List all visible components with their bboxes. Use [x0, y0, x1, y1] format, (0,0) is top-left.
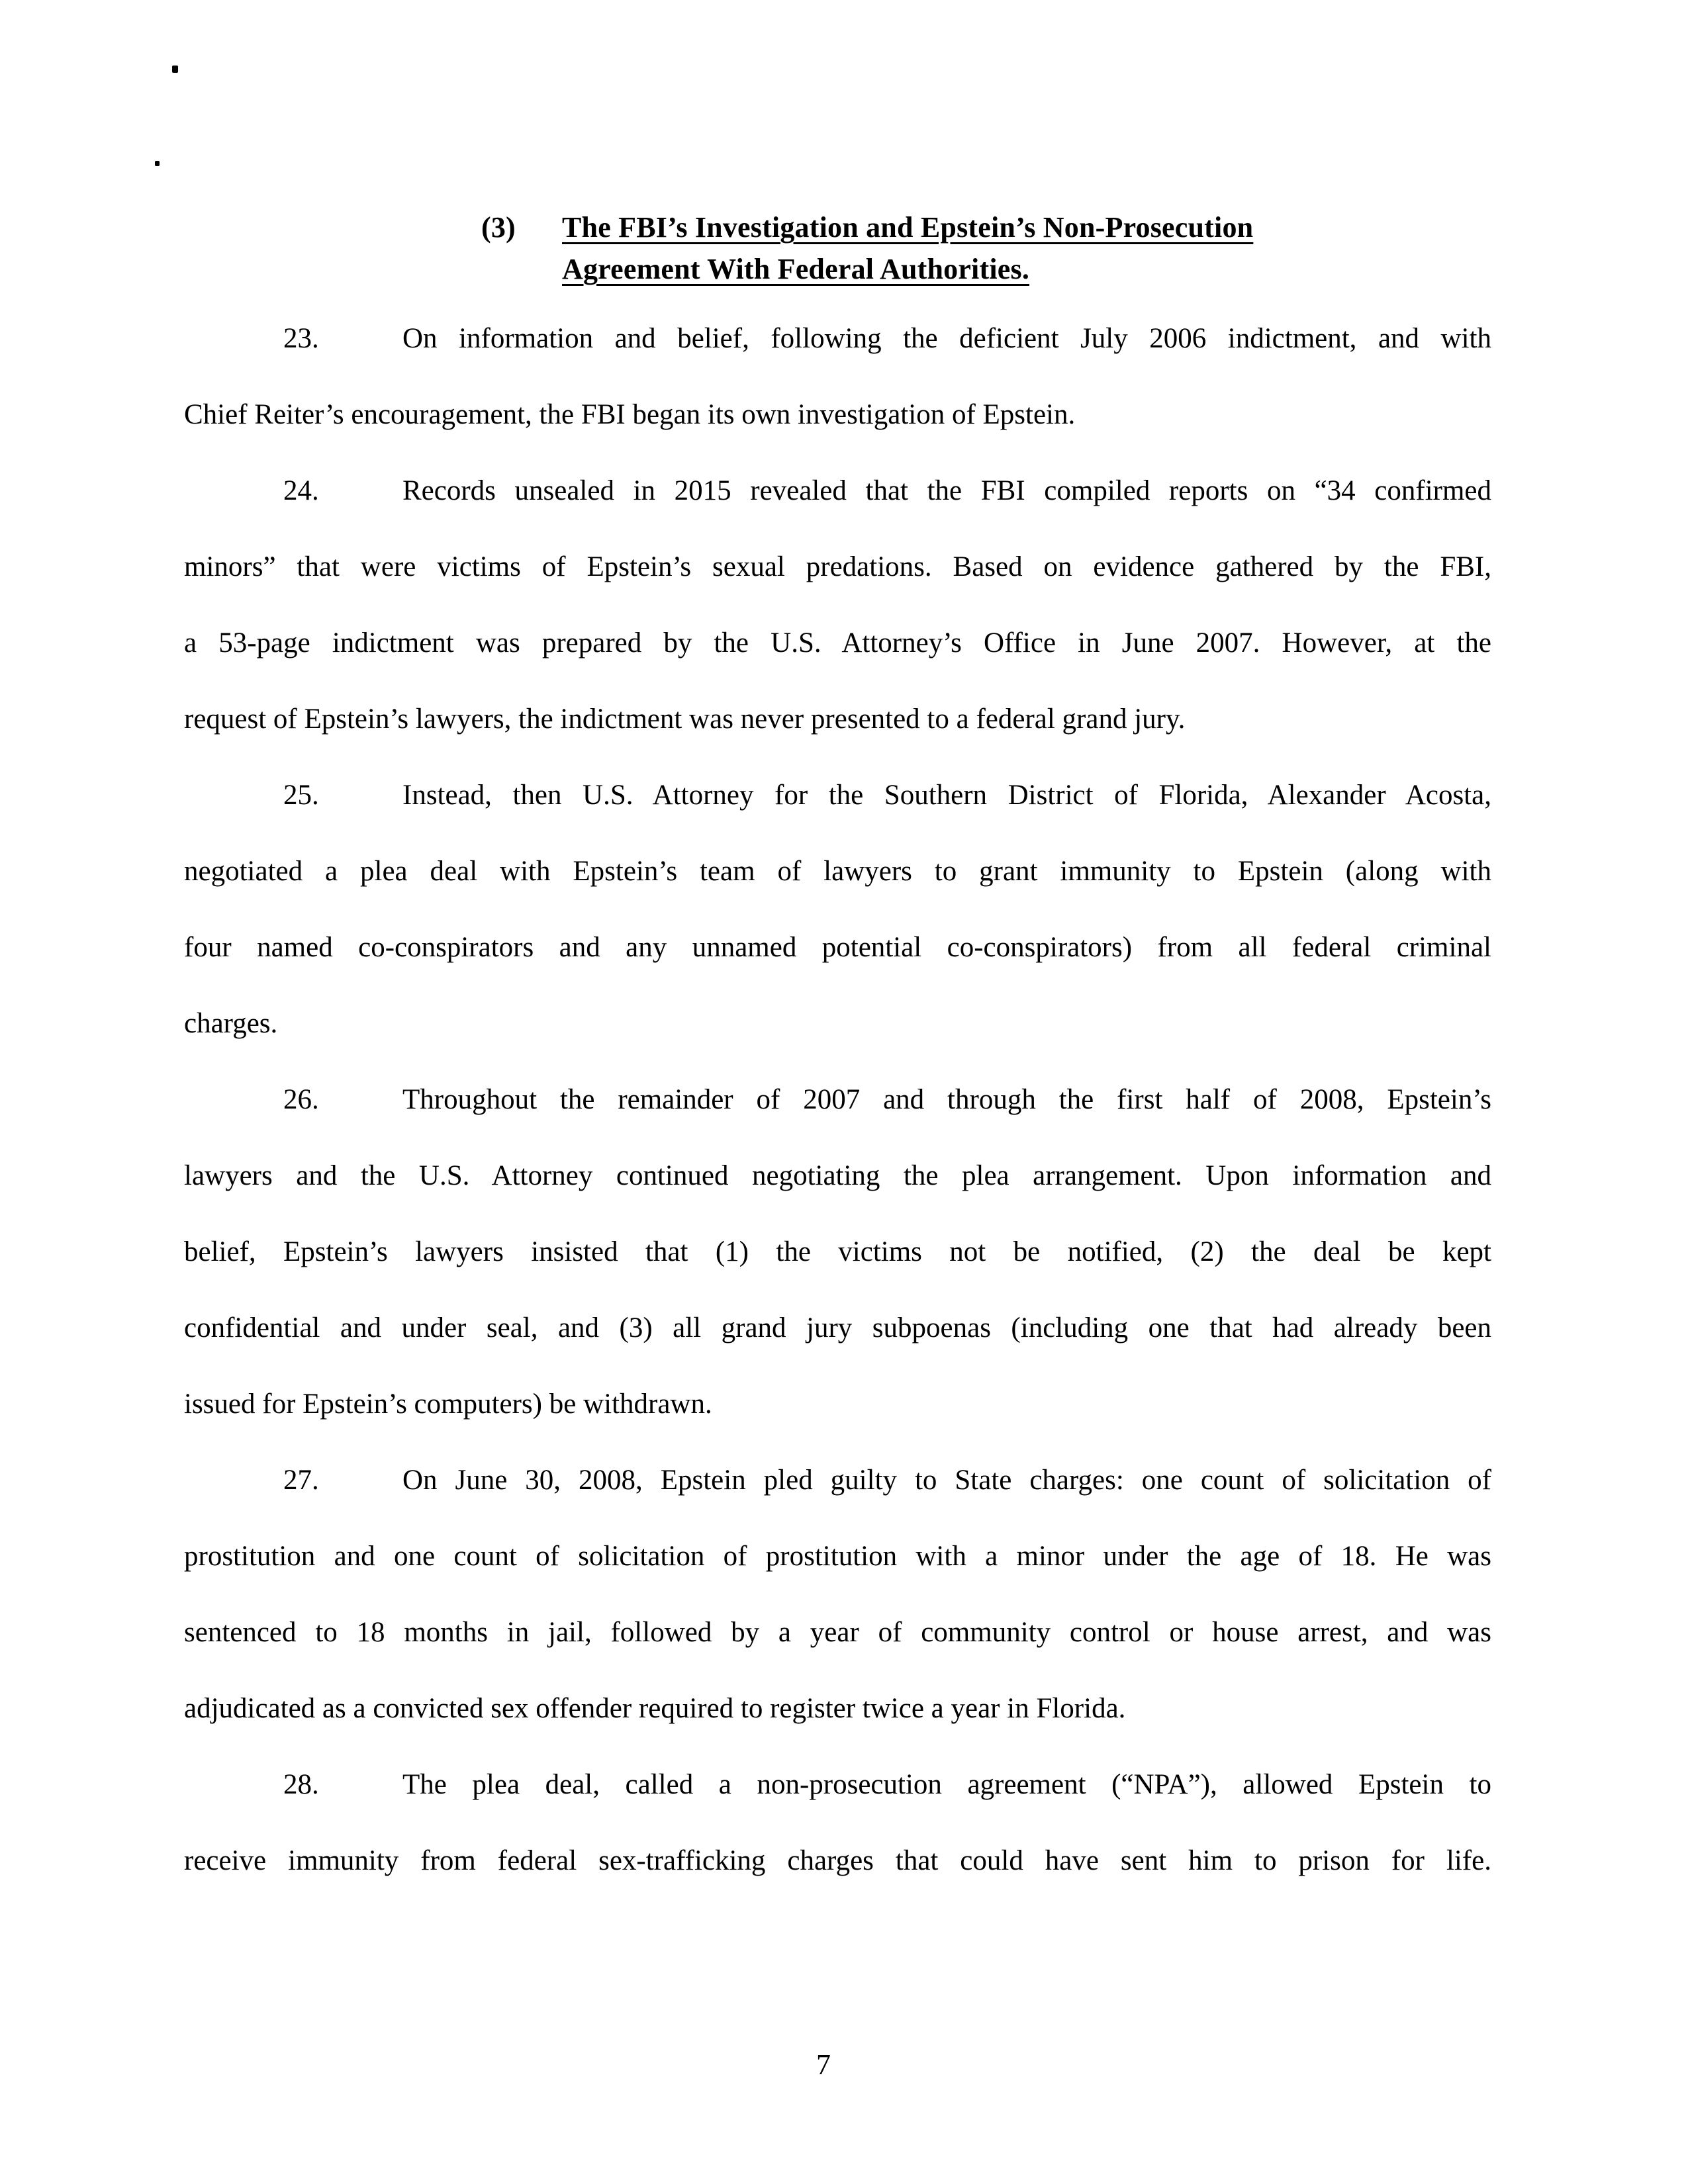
paragraph-23-text: On information and belief, following the deficient July 2006 indictment, and with	[402, 323, 1491, 354]
paragraph-23-number: 23.	[283, 323, 319, 354]
section-heading-line-1	[481, 206, 1441, 248]
paragraph-27-line-1	[184, 1442, 1491, 1518]
paragraph-27-text: On June 30, 2008, Epstein pled guilty to State charges: one count of solicitation of	[402, 1465, 1491, 1496]
paragraph-28-line-2: receive immunity from federal sex-trafficking charges that could have sent him to prison for life.	[184, 1845, 1491, 1876]
paragraph-24-line-1	[184, 453, 1491, 529]
paragraph-25-number: 25.	[283, 780, 319, 811]
paragraph-25-line-4: charges.	[184, 1008, 278, 1039]
section-heading-title-line-2: Agreement With Federal Authorities.	[562, 253, 1030, 285]
section-heading	[481, 206, 1441, 290]
page-number: 7	[816, 2048, 831, 2081]
paragraph-26-number: 26.	[283, 1084, 319, 1115]
paragraph-27-line-3: sentenced to 18 months in jail, followed by a year of community control or house arrest, and was	[184, 1617, 1491, 1648]
paragraph-27-number: 27.	[283, 1465, 319, 1496]
paragraph-24-line-3: a 53-page indictment was prepared by the U.S. Attorney’s Office in June 2007. However, at the	[184, 627, 1491, 659]
paragraph-26-line-1	[184, 1062, 1491, 1138]
paragraph-25-line-1	[184, 757, 1491, 833]
paragraph-28-line-1	[184, 1747, 1491, 1823]
paragraph-26-line-4: confidential and under seal, and (3) all grand jury subpoenas (including one that had already been	[184, 1312, 1491, 1343]
scan-speck	[172, 66, 178, 73]
paragraph-26-text: Throughout the remainder of 2007 and through the first half of 2008, Epstein’s	[402, 1084, 1491, 1115]
scan-speck	[155, 161, 160, 166]
paragraph-26-line-5: issued for Epstein’s computers) be withdrawn.	[184, 1388, 712, 1420]
section-heading-title-line-1: The FBI’s Investigation and Epstein’s Non-Prosecution	[562, 211, 1254, 244]
paragraph-26-line-2: lawyers and the U.S. Attorney continued negotiating the plea arrangement. Upon information and	[184, 1160, 1491, 1191]
paragraph-24-line-4: request of Epstein’s lawyers, the indictment was never presented to a federal grand jury.	[184, 704, 1186, 735]
paragraph-28-text: The plea deal, called a non-prosecution agreement (“NPA”), allowed Epstein to	[402, 1769, 1491, 1800]
paragraph-28-number: 28.	[283, 1769, 319, 1800]
paragraph-27-line-4: adjudicated as a convicted sex offender required to register twice a year in Florida.	[184, 1693, 1126, 1724]
paragraph-26-line-3: belief, Epstein’s lawyers insisted that (1) the victims not be notified, (2) the deal be kept	[184, 1236, 1491, 1267]
section-heading-line-2	[481, 248, 1441, 290]
document-body	[184, 300, 1491, 1899]
paragraph-23-line-1	[184, 300, 1491, 377]
paragraph-25-line-3: four named co-conspirators and any unnamed potential co-conspirators) from all federal criminal	[184, 932, 1491, 963]
paragraph-25-text: Instead, then U.S. Attorney for the Southern District of Florida, Alexander Acosta,	[402, 780, 1491, 811]
paragraph-27-line-2: prostitution and one count of solicitation of prostitution with a minor under the age of 18. He was	[184, 1541, 1491, 1572]
paragraph-24-number: 24.	[283, 475, 319, 506]
paragraph-25-line-2: negotiated a plea deal with Epstein’s team of lawyers to grant immunity to Epstein (along with	[184, 856, 1491, 887]
paragraph-24-text: Records unsealed in 2015 revealed that the FBI compiled reports on “34 confirmed	[402, 475, 1491, 506]
section-heading-index: (3)	[481, 211, 516, 244]
paragraph-23-line-2: Chief Reiter’s encouragement, the FBI began its own investigation of Epstein.	[184, 399, 1076, 430]
paragraph-24-line-2: minors” that were victims of Epstein’s sexual predations. Based on evidence gathered by the FBI,	[184, 551, 1491, 582]
